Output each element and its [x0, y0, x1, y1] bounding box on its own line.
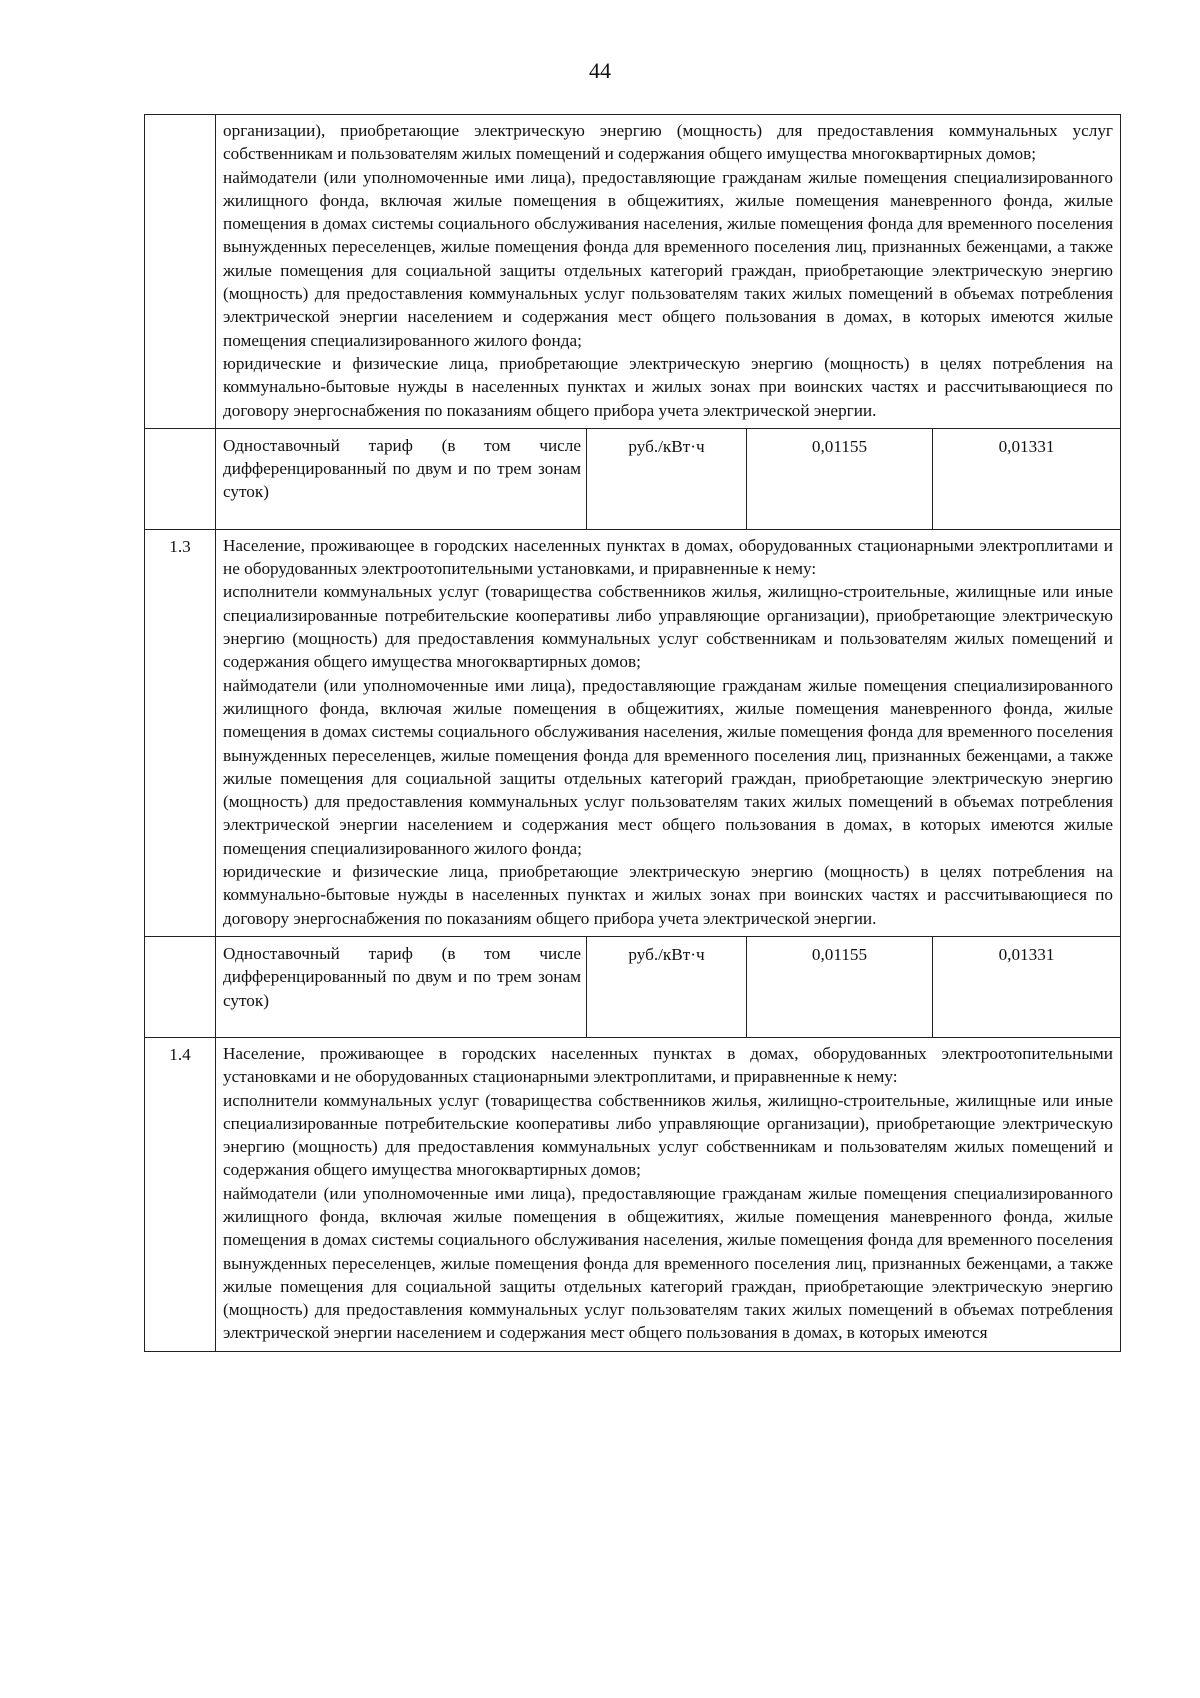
tariff-value-2: 0,01331	[933, 937, 1121, 1037]
description-paragraph: юридические и физические лица, приобретающие электрическую энергию (мощность) в целях потребления на коммунально-бытовые нужды в населенных пунктах и жилых зонах при воинских частях и рассчитывающиеся по договору энергоснабжения по показаниям общего прибора учета электрической энергии.	[223, 353, 1113, 420]
tariff-table	[144, 114, 1121, 1352]
tariff-value-1: 0,01155	[747, 429, 933, 529]
tariff-values-table	[216, 429, 1120, 529]
description-paragraph: Население, проживающее в городских населенных пунктах в домах, оборудованных электроотопительными установками и не оборудованных стационарными электроплитами, и приравненные к нему:	[223, 1043, 1113, 1087]
empty-number-cell	[145, 936, 216, 1037]
tariff-unit: руб./кВт·ч	[587, 937, 747, 1037]
row-description	[216, 529, 1121, 936]
description-paragraph: Население, проживающее в городских населенных пунктах в домах, оборудованных стационарными электроплитами и не оборудованных электроотопительными установками, и приравненные к нему:	[223, 535, 1113, 579]
page-number: 44	[589, 58, 611, 83]
table-row	[145, 1037, 1121, 1351]
row-number: 1.4	[145, 1037, 216, 1351]
tariff-row	[145, 936, 1121, 1037]
description-paragraph: наймодатели (или уполномоченные ими лица), предоставляющие гражданам жилые помещения специализированного жилищного фонда, включая жилые помещения в общежитиях, жилые помещения маневренного фонда, жилые помещения в домах системы социального обслуживания населения, жилые помещения фонда для временного поселения вынужденных переселенцев, жилые помещения фонда для временного поселения лиц, признанных беженцами, а также жилые помещения для социальной защиты отдельных категорий граждан, приобретающие электрическую энергию (мощность) для предоставления коммунальных услуг пользователям таких жилых помещений в объемах потребления электрической энергии населением и содержания мест общего пользования в домах, в которых имеются	[223, 1183, 1113, 1343]
description-paragraph: наймодатели (или уполномоченные ими лица), предоставляющие гражданам жилые помещения специализированного жилищного фонда, включая жилые помещения в общежитиях, жилые помещения маневренного фонда, жилые помещения в домах системы социального обслуживания населения, жилые помещения фонда для временного поселения вынужденных переселенцев, жилые помещения фонда для временного поселения лиц, признанных беженцами, а также жилые помещения для социальной защиты отдельных категорий граждан, приобретающие электрическую энергию (мощность) для предоставления коммунальных услуг пользователям таких жилых помещений в объемах потребления электрической энергии населением и содержания мест общего пользования в домах, в которых имеются жилые помещения специализированного жилого фонда;	[223, 167, 1113, 350]
tariff-cell	[216, 428, 1121, 529]
tariff-name: Одноставочный тариф (в том числе дифференцированный по двум и по трем зонам суток)	[223, 943, 581, 1010]
tariff-value-2: 0,01331	[933, 429, 1121, 529]
description-paragraph: наймодатели (или уполномоченные ими лица), предоставляющие гражданам жилые помещения специализированного жилищного фонда, включая жилые помещения в общежитиях, жилые помещения маневренного фонда, жилые помещения в домах системы социального обслуживания населения, жилые помещения фонда для временного поселения вынужденных переселенцев, жилые помещения фонда для временного поселения лиц, признанных беженцами, а также жилые помещения для социальной защиты отдельных категорий граждан, приобретающие электрическую энергию (мощность) для предоставления коммунальных услуг пользователям таких жилых помещений в объемах потребления электрической энергии населением и содержания мест общего пользования в домах, в которых имеются жилые помещения специализированного жилого фонда;	[223, 675, 1113, 858]
tariff-name: Одноставочный тариф (в том числе дифференцированный по двум и по трем зонам суток)	[223, 435, 581, 502]
tariff-cell	[216, 936, 1121, 1037]
row-number: 1.3	[145, 529, 216, 936]
empty-number-cell	[145, 428, 216, 529]
description-paragraph: исполнители коммунальных услуг (товарищества собственников жилья, жилищно-строительные, жилищные или иные специализированные потребительские кооперативы либо управляющие организации), приобретающие электрическую энергию (мощность) для предоставления коммунальных услуг собственникам и пользователям жилых помещений и содержания общего имущества многоквартирных домов;	[223, 1090, 1113, 1180]
description-paragraph: организации), приобретающие электрическую энергию (мощность) для предоставления коммунальных услуг собственникам и пользователям жилых помещений и содержания общего имущества многоквартирных домов;	[223, 121, 1113, 164]
description-paragraph: исполнители коммунальных услуг (товарищества собственников жилья, жилищно-строительные, жилищные или иные специализированные потребительские кооперативы либо управляющие организации), приобретающие электрическую энергию (мощность) для предоставления коммунальных услуг собственникам и пользователям жилых помещений и содержания общего имущества многоквартирных домов;	[223, 582, 1113, 672]
row-number	[145, 115, 216, 429]
tariff-value-1: 0,01155	[747, 937, 933, 1037]
row-description	[216, 1037, 1121, 1351]
table-row	[145, 529, 1121, 936]
tariff-row	[145, 428, 1121, 529]
row-description	[216, 115, 1121, 429]
table-row	[145, 115, 1121, 429]
tariff-values-table	[216, 937, 1120, 1037]
tariff-unit: руб./кВт·ч	[587, 429, 747, 529]
description-paragraph: юридические и физические лица, приобретающие электрическую энергию (мощность) в целях потребления на коммунально-бытовые нужды в населенных пунктах и жилых зонах при воинских частях и рассчитывающиеся по договору энергоснабжения по показаниям общего прибора учета электрической энергии.	[223, 862, 1113, 928]
